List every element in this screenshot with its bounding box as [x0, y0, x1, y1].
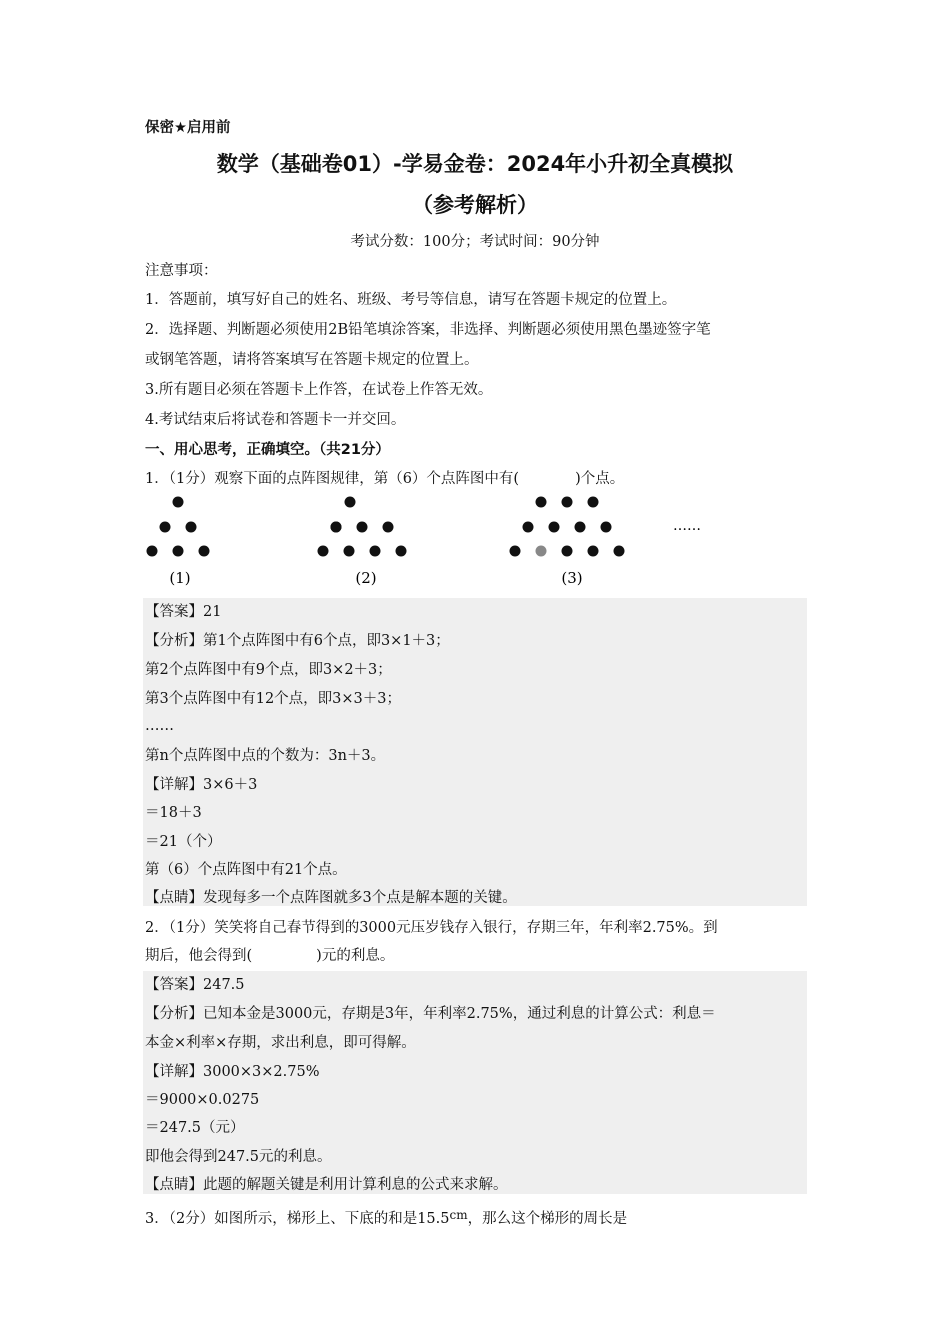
comment-tag: 【点睛】: [145, 890, 203, 906]
question-2-stem-cont: [145, 946, 810, 966]
comment-tag: 【点睛】: [145, 1177, 203, 1193]
dot-triangle-1: [147, 497, 210, 557]
answer-value: 247.5: [203, 977, 245, 993]
note-item: 或钢笔答题，请将答案填写在答题卡规定的位置上。: [145, 352, 479, 368]
detail-tag: 【详解】: [145, 777, 203, 793]
answer-tag: 【答案】: [145, 604, 203, 620]
q2-stem-part: )元的利息。: [316, 948, 395, 964]
analysis-line: ……: [145, 718, 174, 734]
analysis-text: 第1个点阵图中有6个点，即3×1＋3；: [203, 633, 450, 649]
dot-triangle-2: [318, 497, 407, 557]
detail-tag: 【详解】: [145, 1064, 203, 1080]
question-2-stem: 2．（1分）笑笑将自己春节得到的3000元压岁钱存入银行，存期三年，年利率2.75%。到: [145, 920, 718, 936]
q1-analysis: [145, 631, 810, 651]
analysis-line: 第n个点阵图中点的个数为：3n＋3。: [145, 748, 386, 764]
q2-answer: [145, 975, 810, 995]
detail-line: ＝18＋3: [145, 805, 202, 821]
detail-line: ＝247.5（元）: [145, 1120, 245, 1136]
q1-answer: [145, 602, 810, 622]
unit-cm: cm: [449, 1208, 468, 1222]
notes-heading: 注意事项：: [145, 263, 218, 279]
q2-analysis: [145, 1004, 810, 1024]
q3-stem-part: ，那么这个梯形的周长是: [467, 1211, 628, 1227]
q1-comment: [145, 888, 810, 908]
note-item: 1．答题前，填写好自己的姓名、班级、考号等信息，请写在答题卡规定的位置上。: [145, 292, 677, 308]
page-subtitle: （参考解析）: [412, 193, 538, 217]
detail-line: 第（6）个点阵图中有21个点。: [145, 862, 347, 878]
detail-text: 3×6＋3: [203, 777, 258, 793]
page-title: 数学（基础卷01）-学易金卷：2024年小升初全真模拟: [216, 152, 734, 176]
q2-comment: [145, 1175, 810, 1195]
figure-label: (3): [561, 569, 583, 587]
analysis-tag: 【分析】: [145, 633, 203, 649]
answer-value: 21: [203, 604, 222, 620]
dot-triangle-3: [510, 497, 625, 557]
question-3-stem: [145, 1205, 810, 1229]
note-item: 3.所有题目必须在答题卡上作答，在试卷上作答无效。: [145, 382, 493, 398]
analysis-line: 本金×利率×存期，求出利息，即可得解。: [145, 1035, 416, 1051]
detail-line: 即他会得到247.5元的利息。: [145, 1149, 332, 1165]
detail-line: ＝21（个）: [145, 834, 222, 850]
comment-text: 此题的解题关键是利用计算利息的公式来求解。: [203, 1177, 508, 1193]
q1-stem-part: )个点。: [575, 471, 625, 487]
analysis-tag: 【分析】: [145, 1006, 203, 1022]
secret-label: 保密★启用前: [145, 120, 231, 136]
section-heading: 一、用心思考，正确填空。（共21分）: [145, 442, 390, 458]
detail-text: 3000×3×2.75%: [203, 1064, 320, 1080]
note-item: 4.考试结束后将试卷和答题卡一并交回。: [145, 412, 406, 428]
q1-stem-part: 1．（1分）观察下面的点阵图规律，第（6）个点阵图中有(: [145, 471, 520, 487]
figure-label: (2): [355, 569, 377, 587]
detail-line: ＝9000×0.0275: [145, 1092, 260, 1108]
analysis-line: 第3个点阵图中有12个点，即3×3＋3；: [145, 691, 402, 707]
comment-text: 发现每多一个点阵图就多3个点是解本题的关键。: [203, 890, 517, 906]
analysis-line: 第2个点阵图中有9个点，即3×2＋3；: [145, 662, 392, 678]
figure-ellipsis: ……: [673, 518, 701, 534]
figure-label: (1): [169, 569, 191, 587]
q3-stem-part: 3．（2分）如图所示，梯形上、下底的和是15.5: [145, 1211, 450, 1227]
note-item: 2．选择题、判断题必须使用2B铅笔填涂答案，非选择、判断题必须使用黑色墨迹签字笔: [145, 322, 711, 338]
question-1-stem: [145, 469, 810, 489]
dot-pattern-figure: [140, 490, 740, 590]
q2-detail: [145, 1062, 810, 1082]
answer-tag: 【答案】: [145, 977, 203, 993]
exam-info: 考试分数：100分；考试时间：90分钟: [350, 234, 600, 250]
q1-detail: [145, 775, 810, 795]
q2-stem-part: 期后，他会得到(: [145, 948, 253, 964]
analysis-text: 已知本金是3000元，存期是3年，年利率2.75%，通过利息的计算公式：利息＝: [203, 1006, 716, 1022]
